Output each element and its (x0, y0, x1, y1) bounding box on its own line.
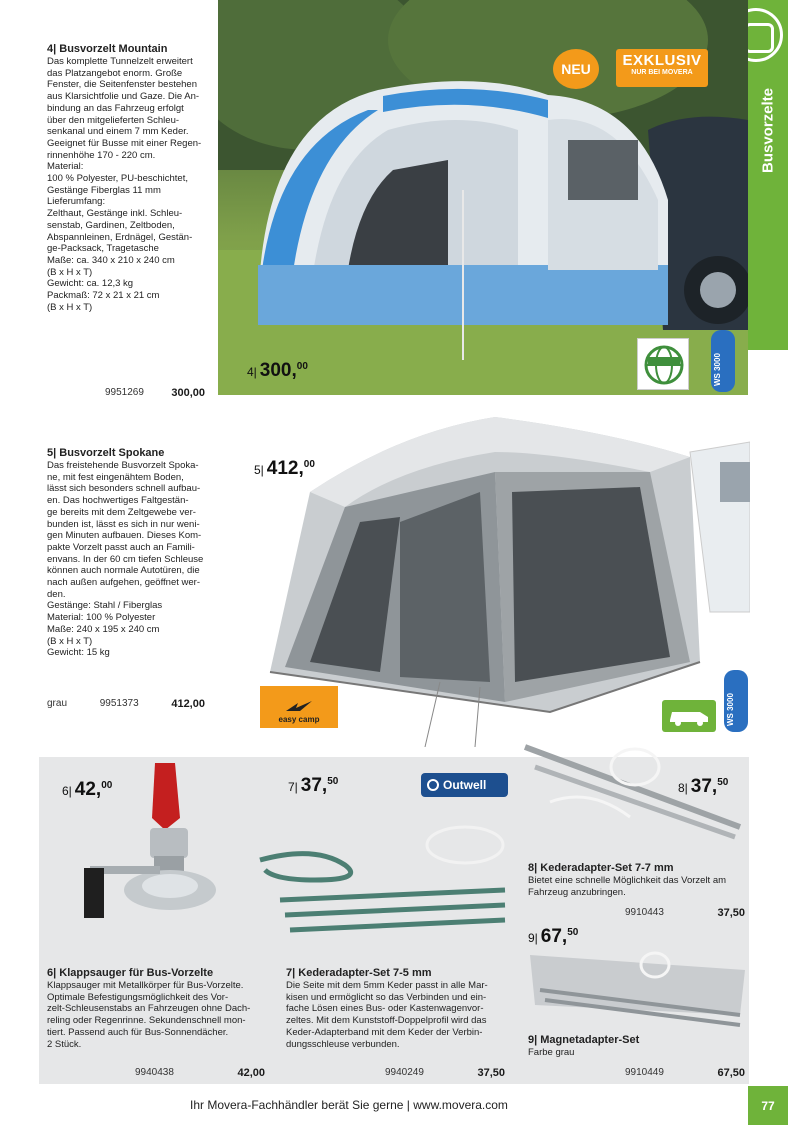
item-7-title: 7| Kederadapter-Set 7-5 mm (286, 967, 432, 979)
footer-text: Ihr Movera-Fachhändler berät Sie gerne | www.movera.com (190, 1098, 508, 1112)
item-7-price-line (385, 1067, 505, 1079)
item-8-text: Bietet eine schnelle Möglichkeit das Vorzelt am Fahrzeug anzubringen. (528, 875, 727, 898)
item-5-text: Das freistehende Busvorzelt Spoka- ne, mit fest eingenähtem Boden, lässt sich besonders schnell aufbau- en. Das hochwertiges Faltgestän- ge bereits mit dem Zeltgewebe ver- bunden ist, lässt es sich in nur weni- gen Minuten aufbauen. Dieses Kom- pakte Vorzelt passt auch an Famili- envans. In der 60 cm tiefen Schleuse können auch normale Autotüren, die nach außen aufgehen, geöffnet wer- den. Gestänge: Stahl / Fiberglas Material: 100 % Polyester Maße: 240 x 195 x 240 cm (B x H x T) Gewicht: 15 kg (47, 460, 204, 659)
item-5-price-main: 412, (266, 458, 304, 479)
item-5-ws-badge (724, 670, 748, 732)
item-9-description (528, 1033, 748, 1059)
item-5-ws-label: WS 3000 (726, 693, 735, 726)
outwell-logo-icon (427, 779, 439, 791)
item-5-amount: 412,00 (171, 698, 205, 710)
item-4-price-badge (247, 360, 308, 382)
globe-brand-logo-icon (637, 338, 689, 390)
item-5-variant: grau (47, 698, 68, 709)
van-icon (662, 700, 716, 732)
item-7-price-main: 37, (300, 775, 328, 796)
item-5-price-line (47, 698, 205, 710)
item-9-price-prefix: 9| (528, 931, 538, 945)
item-4-text: Das komplette Tunnelzelt erweitert das Platzangebot enorm. Große Fenster, die Seitenfenster bestehen aus Klarsichtfolie und Gaze. Die An- bindung an das Fahrzeug erfolgt über den mitgelieferten Schleu- senkanal und einem 7 mm Keder. Geeignet für Busse mit einer Regen- rinnenhöhe 170 - 220 cm. Material: 100 % Polyester, PU-beschichtet, Gestänge Fiberglas 11 mm Lieferumfang: Zelthaut, Gestänge inkl. Schleu- senstab, Gardinen, Zeltboden, Abspannleinen, Erdnägel, Gestän- ge-Packsack, Tragetasche Maße: ca. 340 x 210 x 240 cm (B x H x T) Gewicht: ca. 12,3 kg Packmaß: 72 x 21 x 21 cm (B x H x T) (47, 56, 202, 313)
item-9-price-line (625, 1067, 745, 1079)
item-8-price-badge (678, 776, 728, 798)
item-8-price-cents: 50 (717, 777, 729, 788)
exclusive-badge (616, 49, 708, 87)
item-8-article-number: 9910443 (625, 907, 664, 918)
item-9-text: Farbe grau (528, 1047, 575, 1058)
item-5-price-prefix: 5| (254, 463, 264, 477)
item-5-price-cents: 00 (303, 459, 315, 470)
item-6-price-line (135, 1067, 265, 1079)
item-5-price-badge (254, 458, 315, 480)
item-9-amount: 67,50 (717, 1067, 745, 1079)
item-7-description (286, 966, 511, 1050)
item-6-amount: 42,00 (237, 1067, 265, 1079)
item-6-price-prefix: 6| (62, 784, 72, 798)
item-4-article-number: 9951269 (105, 387, 144, 398)
item-9-price-main: 67, (540, 926, 568, 947)
outwell-logo-text: Outwell (443, 778, 487, 792)
item-6-article-number: 9940438 (135, 1067, 174, 1078)
item-4-price-main: 300, (259, 360, 297, 381)
item-7-text: Die Seite mit dem 5mm Keder passt in alle Mar- kisen und ermöglicht so das Verbinden und ein- fache Lösen eines Bus- oder Kastenwagenvor- zeltes. Mit dem Kunststoff-Doppelprofil wird das Keder-Adapterband mit dem Keder der Verbin- dungsschleuse verbunden. (286, 980, 488, 1050)
item-7-amount: 37,50 (477, 1067, 505, 1079)
easycamp-logo (260, 686, 338, 728)
item-4-amount: 300,00 (171, 387, 205, 399)
item-5-title: 5| Busvorzelt Spokane (47, 447, 165, 459)
item-9-price-cents: 50 (567, 927, 579, 938)
item-6-price-main: 42, (74, 779, 102, 800)
item-4-price-prefix: 4| (247, 365, 257, 379)
item-7-price-badge (288, 775, 338, 797)
item-6-title: 6| Klappsauger für Bus-Vorzelte (47, 967, 214, 979)
item-4-description (47, 42, 217, 313)
item-6-description (47, 966, 272, 1050)
item-7-price-cents: 50 (327, 776, 339, 787)
page-number: 77 (748, 1086, 788, 1125)
exclusive-badge-subtitle: NUR BEI MOVERA (631, 69, 693, 76)
item-8-price-line (625, 907, 745, 919)
item-6-text: Klappsauger mit Metallkörper für Bus-Vorzelte. Optimale Befestigungsmöglichkeit des Vor- zelt-Schleusenstabs an Fahrzeugen ohne Dach- reling oder Regenrinne. Sekundenschnell mon- tiert. Passend auch für Bus-Sonnendächer. 2 Stück. (47, 980, 251, 1050)
item-4-price-cents: 00 (296, 361, 308, 372)
keder-adapter-7-5-image (255, 810, 515, 940)
magnet-adapter-image (525, 945, 750, 1030)
item-8-price-prefix: 8| (678, 781, 688, 795)
item-8-description (528, 861, 748, 898)
item-6-price-cents: 00 (101, 780, 113, 791)
item-5-article-number: 9951373 (99, 698, 139, 709)
item-7-article-number: 9940249 (385, 1067, 424, 1078)
item-4-ws-label: WS 3000 (713, 353, 722, 386)
new-badge: NEU (553, 49, 599, 89)
section-tab-label: Busvorzelte (759, 87, 777, 173)
outwell-logo (421, 773, 508, 797)
item-9-title: 9| Magnetadapter-Set (528, 1034, 640, 1046)
item-5-description (47, 446, 217, 659)
bird-icon (284, 699, 314, 715)
item-7-price-prefix: 7| (288, 780, 298, 794)
item-8-price-main: 37, (690, 776, 718, 797)
item-8-title: 8| Kederadapter-Set 7-7 mm (528, 862, 674, 874)
suction-cup-image (80, 758, 220, 923)
easycamp-logo-text: easy camp (278, 715, 320, 724)
item-4-price-line (105, 387, 205, 399)
item-4-title: 4| Busvorzelt Mountain (47, 43, 168, 55)
exclusive-badge-title: EXKLUSIV (622, 52, 702, 69)
item-9-article-number: 9910449 (625, 1067, 664, 1078)
item-4-ws-badge (711, 330, 735, 392)
item-8-amount: 37,50 (717, 907, 745, 919)
